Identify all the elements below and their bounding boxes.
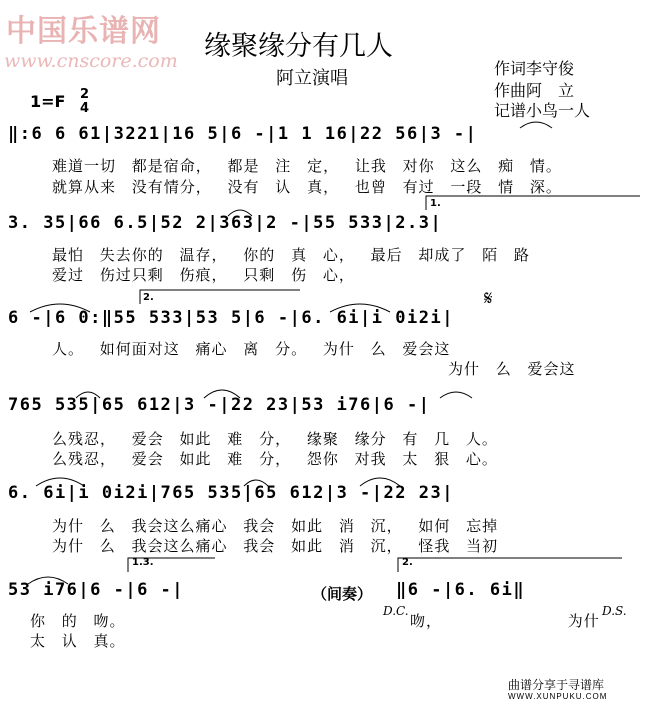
volta-bracket-row-3 [140,290,300,304]
song-title: 缘聚缘分有几人 [204,31,393,62]
slur-row-4a [76,392,100,398]
slur-row-4b [204,390,240,398]
lyrics-row-5-verse-2: 为什 么 我会这么痛心 我会 如此 消 沉， 怪我 当初 [52,537,499,555]
volta-last-ending: 2. [402,557,413,568]
slur-row-2 [228,210,252,216]
dc-label: D.C. [383,604,409,618]
slur-row-5b [244,480,268,486]
time-denominator: 4 [80,101,90,116]
lyrics-row-3-verse-2: 为什 么 爱会这 [448,360,576,378]
lyrics-row-3-verse-1: 人。 如何面对这 痛心 离 分。 为什 么 爱会这 [52,340,451,358]
lyricist-credit: 作词李守俊 [494,59,575,78]
notation-row-2: 3. 35|66 6.5|52 2|363|2 -|55 533|2.3| [8,213,443,233]
time-numerator: 2 [80,87,90,102]
lyrics-coda: 吻， 为什 [410,612,600,630]
lyrics-row-1-verse-1: 难道一切 都是宿命， 都是 注 定， 让我 对你 这么 痴 情。 [52,157,562,175]
lyrics-row-6-verse-1: 你 的 吻。 [30,612,126,630]
watermark-url: www.cnscore.com [4,50,178,72]
watermark-site-name: 中国乐谱网 [6,14,161,49]
volta-bracket-row-6 [128,558,215,572]
volta-bracket-coda [398,558,622,572]
footer-share-text: 曲谱分享于寻谱库 [508,678,605,692]
key-signature: 1=F [30,92,66,111]
interlude-label: （间奏） [312,585,373,603]
transcriber-credit: 记谱小鸟一人 [494,101,591,120]
slur-row-6 [28,577,68,584]
ds-label: D.S. [602,604,627,618]
composer-credit: 作曲阿 立 [494,81,575,100]
slur-row-4c [440,392,472,398]
lyrics-row-2-verse-2: 爱过 伤过只剩 伤痕， 只剩 伤 心， [52,266,355,284]
segno-sign: 𝄋 [484,286,493,310]
volta-bracket-row-2 [426,196,640,210]
lyrics-row-5-verse-1: 为什 么 我会这么痛心 我会 如此 消 沉， 如何 忘掉 [52,517,499,535]
lyrics-row-1-verse-2: 就算从来 没有情分， 没有 认 真， 也曾 有过 一段 情 深。 [52,178,562,196]
slur-row-5a [36,478,84,486]
notation-row-4: 765 535|65 612|3 -|22 23|53 i76|6 -| [8,395,431,415]
lyrics-row-2-verse-1: 最怕 失去你的 温存， 你的 真 心， 最后 却成了 陌 路 [52,246,530,264]
slur-row-3a [30,304,90,312]
notation-coda: ‖6 -|6. 6i‖ [396,580,526,600]
notation-row-3: 6 -|6 0:‖55 533|53 5|6 -|6. 6i|i 0i2i| [8,308,454,328]
footer-share-url: WWW.XUNPUKU.COM [508,692,608,701]
singer-credit: 阿立演唱 [276,68,348,89]
slur-row-5c [360,478,400,486]
notation-row-6: 53 i76|6 -|6 -| [8,580,185,600]
notation-row-5: 6. 6i|i 0i2i|765 535|65 612|3 -|22 23| [8,483,454,503]
volta-first-third-ending: 1.3. [132,557,154,568]
slur-row-3b [330,304,390,312]
lyrics-row-4-verse-2: 么残忍， 爱会 如此 难 分， 怨你 对我 太 狠 心。 [52,450,498,468]
lyrics-row-6-verse-2: 太 认 真。 [30,632,126,650]
volta-second-ending: 2. [143,292,154,303]
slur-row-1 [520,122,552,128]
volta-first-ending: 1. [430,198,441,209]
notation-row-1: ‖:6 6 61|3221|16 5|6 -|1 1 16|22 56|3 -| [8,124,478,144]
lyrics-row-4-verse-1: 么残忍， 爱会 如此 难 分， 缘聚 缘分 有 几 人。 [52,430,498,448]
